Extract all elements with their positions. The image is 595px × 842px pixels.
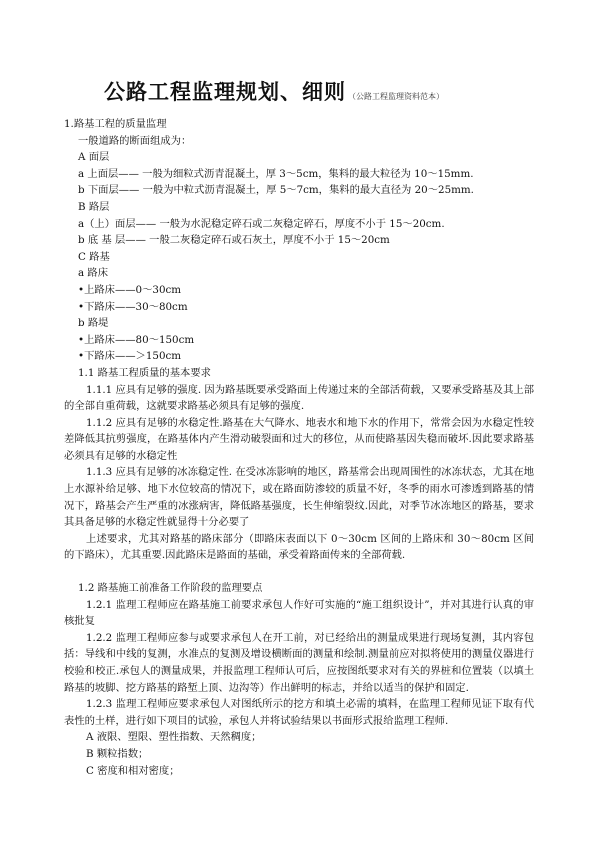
body-line: 一般道路的断面组成为： — [78, 134, 192, 147]
body-line: a 上面层—— 一般为细粒式沥青混凝土，厚 3～5cm，集料的最大粒径为 10～15mm. — [78, 167, 474, 180]
body-line: b 底 基 层—— 一般二灰稳定碎石或石灰土，厚度不小于 15～20cm — [78, 234, 390, 247]
body-line: A 面层 — [78, 151, 110, 164]
body-line: b 下面层—— 一般为中粒式沥青混凝土，厚 5～7cm，集料的最大直径为 20～25mm. — [78, 184, 474, 197]
body-line: a（上）面层—— 一般为水泥稳定碎石或二灰稳定碎石，厚度不小于 15～20cm. — [78, 217, 445, 230]
body-paragraph: 1.2.2 监理工程师应参与或要求承包人在开工前，对已经给出的测量成果进行现场复测，其内容包括：导线和中线的复测，水准点的复测及增设横断面的测量和绘制.测量前应对拟将使用的测量仪器进行校验和校正.承包人的测量成果，并报监理工程师认可后，应按图纸要求对有关的界桩和位置装（以填土路基的坡脚、挖方路基的路堑上顶、边沟等）作出鲜明的标志，并给以适当的保护和固定. — [64, 631, 534, 694]
body-paragraph: 1.1.2 应具有足够的水稳定性.路基在大气降水、地表水和地下水的作用下，常常会因为水稳定性较差降低其抗剪强度，在路基体内产生滑动破裂面和过大的移位，从而使路基因失稳而破坏.因此要求路基必须具有足够的水稳定性 — [64, 416, 534, 462]
body-line: •上路床——80～150cm — [78, 333, 195, 346]
title-row — [104, 80, 444, 106]
body-line: 1.2 路基施工前准备工作阶段的监理要点 — [78, 582, 263, 595]
body-line: C 路基 — [78, 250, 110, 263]
body-line: •下路床——30～80cm — [78, 300, 188, 313]
body-line: a 路床 — [78, 267, 109, 280]
body-line: C 密度和相对密度； — [86, 764, 180, 777]
body-paragraph: 1.1.3 应具有足够的冰冻稳定性. 在受冰冻影响的地区，路基常会出现周围性的冰冻状态，尤其在地上水源补给足够、地下水位较高的情况下，或在路面防渗较的质量不好，冬季的雨水可渗透到路基的情况下，路基会产生严重的冰涨病害，降低路基强度，长生伸缩裂纹.因此，对季节冰冻地区的路基，要求其具备足够的水稳定性就显得十分必要了 — [64, 466, 534, 529]
body-line: b 路堤 — [78, 317, 109, 330]
blank-line — [64, 564, 534, 580]
body-line: A 液限、塑限、塑性指数、天然稠度； — [86, 731, 262, 744]
body-paragraph: 1.1.1 应具有足够的强度. 因为路基既要承受路面上传递过来的全部活荷载，又要承受路基及其上部的全部自重荷载，这就要求路基必须具有足够的强度. — [64, 383, 534, 413]
page-title: 公路工程监理规划、细则 — [104, 80, 346, 104]
body-line: •上路床——0～30cm — [78, 283, 182, 296]
body-paragraph: 1.2.3 监理工程师应要求承包人对图纸所示的挖方和填土必需的填料，在监理工程师见证下取有代表性的土样，进行如下项目的试验，承包人并将试验结果以书面形式报给监理工程师. — [64, 698, 534, 727]
body-line: 1.路基工程的质量监理 — [64, 118, 167, 130]
body-paragraph: 上述要求，尤其对路基的路床部分（即路床表面以下 0～30cm 区间的上路床和 30～80cm 区间的下路床），尤其重要.因此路床是路面的基础，承受着路面传来的全部荷载. — [64, 532, 534, 562]
body-line: •下路床——＞150cm — [78, 350, 182, 363]
body-line: 1.1 路基工程质量的基本要求 — [78, 366, 211, 379]
body-line: B 路层 — [78, 200, 110, 213]
document-body — [64, 116, 534, 779]
body-line: B 颗粒指数； — [86, 747, 149, 760]
body-paragraph: 1.2.1 监理工程师应在路基施工前要求承包人作好可实施的“施工组织设计”，并对其进行认真的审核批复 — [64, 598, 534, 628]
page-subtitle: （公路工程监理资料范本） — [348, 92, 444, 101]
